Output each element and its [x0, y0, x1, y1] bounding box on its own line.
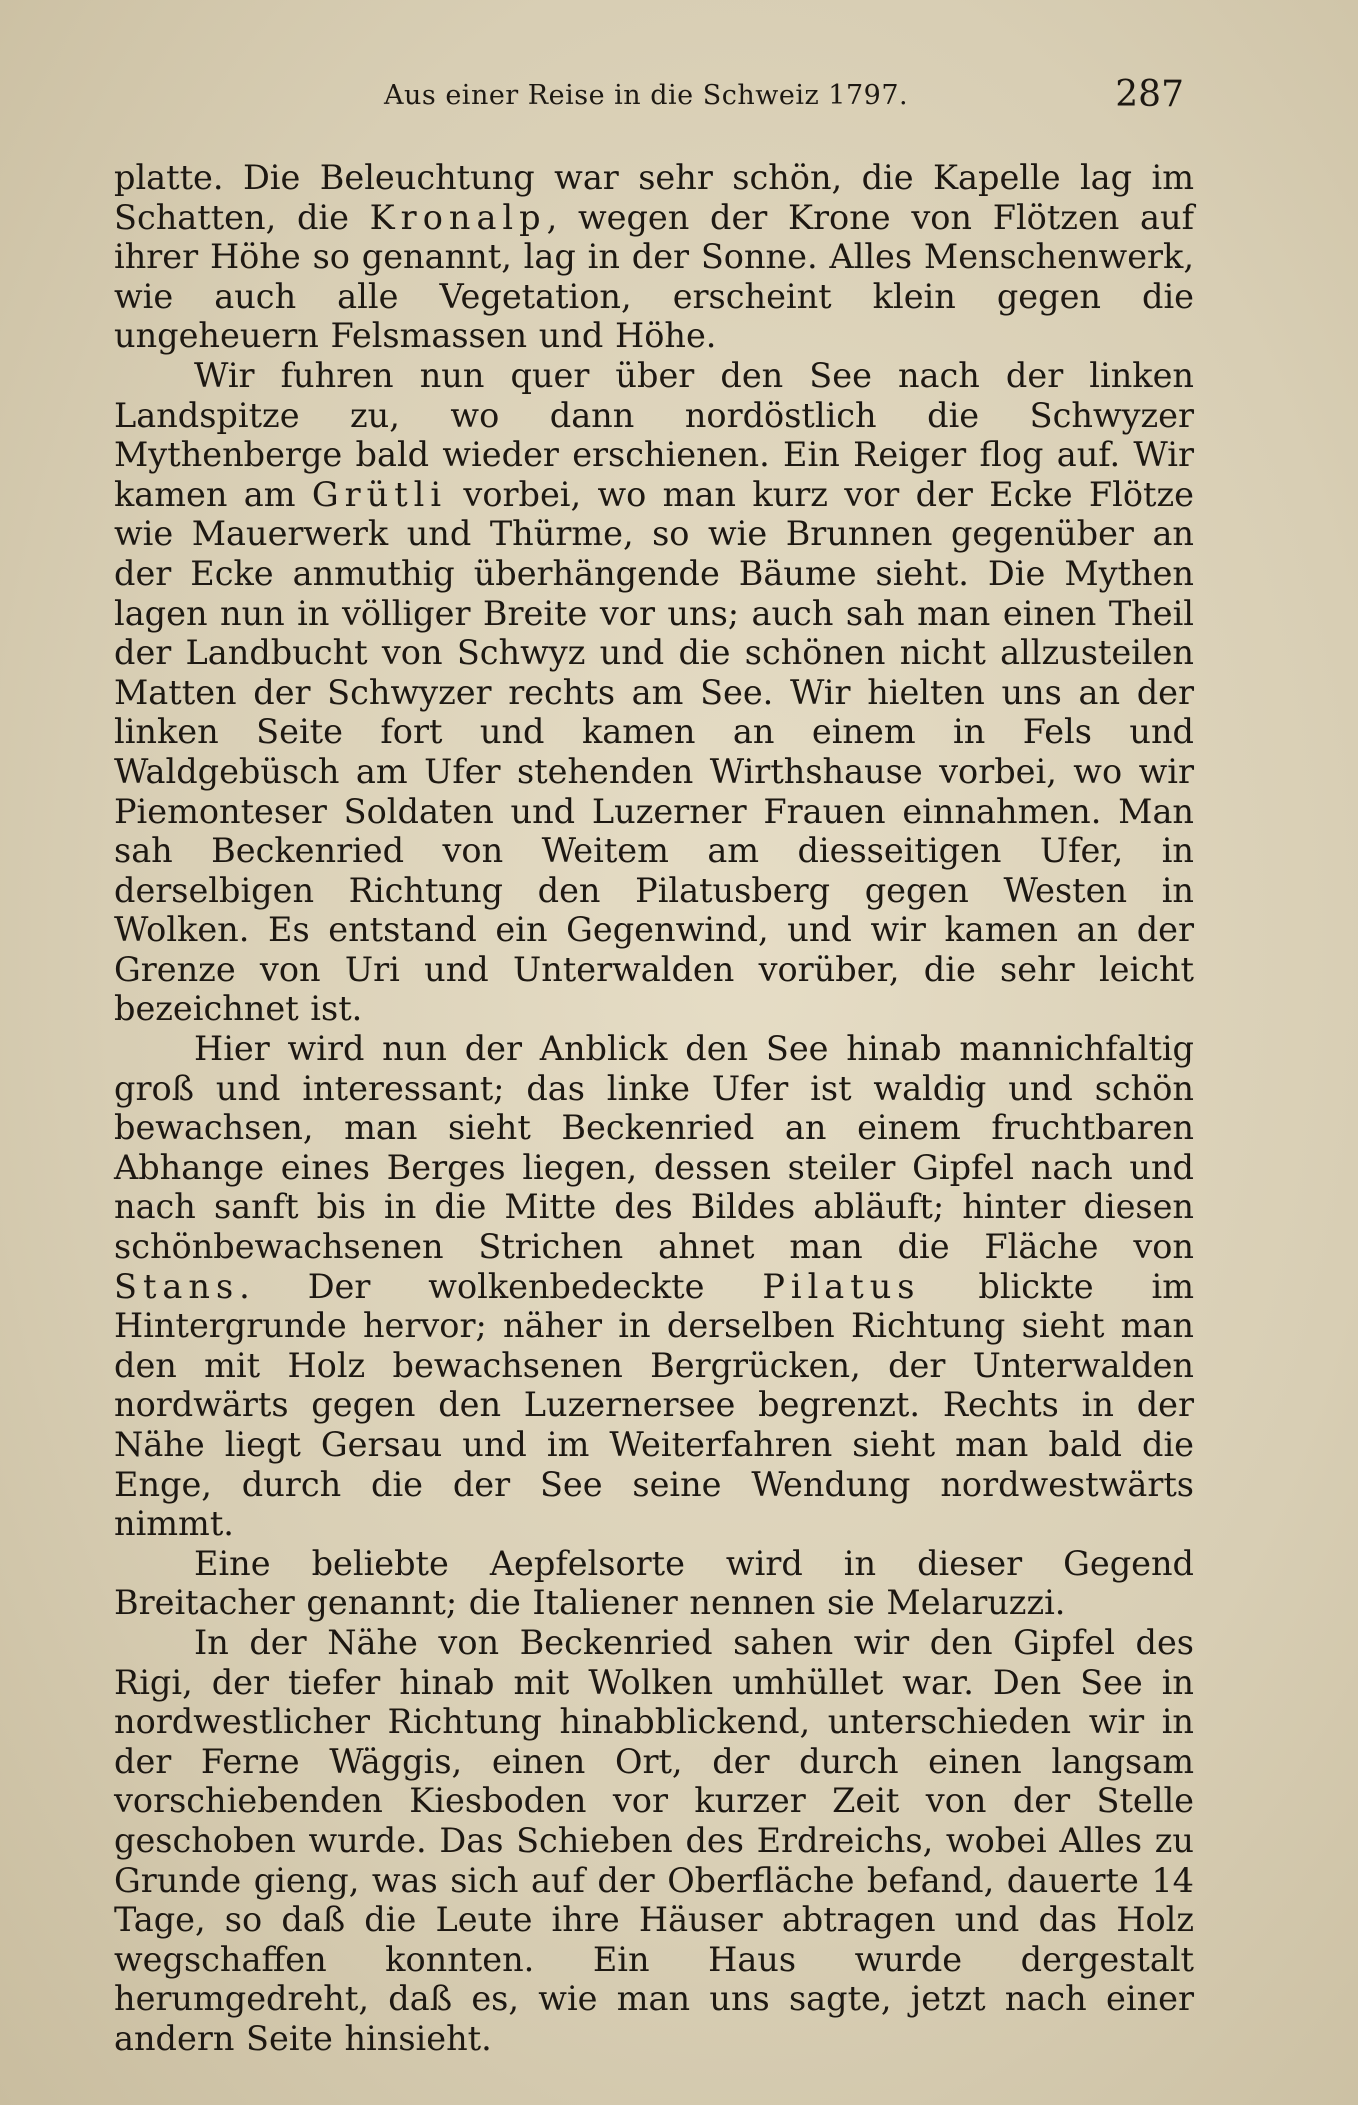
paragraph-4: [114, 1544, 1194, 1623]
text-run: vorbei, wo man kurz vor der Ecke Flötze wie Mauerwerk und Thürme, so wie Brunnen gegenüber an der Ecke anmuthig überhängende Bäume sieht. Die Mythen lagen nun in völliger Breite vor uns; auch sah man einen Theil der Landbucht von Schwyz und die schönen nicht allzusteilen Matten der Schwyzer rechts am See. Wir hielten uns an der linken Seite fort und kamen an einem in Fels und Waldgebüsch am Ufer stehenden Wirthshause vorbei, wo wir Piemonteser Soldaten und Luzerner Frauen einnahmen. Man sah Beckenried von Weitem am diesseitigen Ufer, in derselbigen Richtung den Pilatusberg gegen Westen in Wolken. Es entstand ein Gegenwind, und wir kamen an der Grenze von Uri und Unterwalden vorüber, die sehr leicht bezeichnet ist.: [114, 474, 1194, 1029]
spaced-term-pilatus: Pilatus: [762, 1266, 921, 1306]
text-run: Wir fuhren nun quer über den See nach der linken Landspitze zu, wo dann nordöstlich die Schwyzer Mythenberge bald wieder erschienen. Ein Reiger flog auf. Wir kamen am: [114, 355, 1194, 514]
running-title: Aus einer Reise in die Schweiz 1797.: [384, 80, 909, 111]
text-run: , wegen der Krone von Flötzen auf ihrer Höhe so genannt, lag in der Sonne. Alles Menschenwerk, wie auch alle Vegetation, erscheint klein gegen die ungeheuern Felsmassen und Höhe.: [114, 197, 1194, 356]
page-number: 287: [1115, 74, 1184, 115]
text-run: platte. Die Beleuchtung war sehr schön, die Kapelle lag im Schatten, die: [114, 158, 1194, 237]
text-run: In der Nähe von Beckenried sahen wir den Gipfel des Rigi, der tiefer hinab mit Wolken umhüllet war. Den See in nordwestlicher Richtung hinabblickend, unterschieden wir in der Ferne Wäggis, einen Ort, der durch einen langsam vorschiebenden Kiesboden vor kurzer Zeit von der Stelle geschoben wurde. Das Schieben des Erdreichs, wobei Alles zu Grunde gieng, was sich auf der Oberfläche befand, dauerte 14 Tage, so daß die Leute ihre Häuser abtragen und das Holz wegschaffen konnten. Ein Haus wurde dergestalt herumgedreht, daß es, wie man uns sagte, jetzt nach einer andern Seite hinsieht.: [114, 1622, 1194, 2058]
spaced-term-gruetli: Grütli: [311, 474, 448, 514]
body-text: [114, 158, 1194, 2059]
text-run: Hier wird nun der Anblick den See hinab mannichfaltig groß und interessant; das linke Ufer ist waldig und schön bewachsen, man sieht Beckenried an einem fruchtbaren Abhange eines Berges liegen, dessen steiler Gipfel nach und nach sanft bis in die Mitte des Bildes abläuft; hinter diesen schönbewachsenen Strichen ahnet man die Fläche von: [114, 1029, 1194, 1267]
running-head: [0, 74, 1358, 124]
text-run: blickte im Hintergrunde hervor; näher in derselben Richtung sieht man den mit Holz bewachsenen Bergrücken, der Unterwalden nordwärts gegen den Luzernersee begrenzt. Rechts in der Nähe liegt Gersau und im Weiterfahren sieht man bald die Enge, durch die der See seine Wendung nordwestwärts nimmt.: [114, 1266, 1194, 1544]
paragraph-3: [114, 1029, 1194, 1544]
paragraph-2: [114, 356, 1194, 1029]
spaced-term-stans: Stans: [114, 1266, 240, 1306]
text-run: . Der wolkenbedeckte: [239, 1266, 763, 1306]
paragraph-5: [114, 1623, 1194, 2059]
spaced-term-kronalp: Kronalp: [369, 197, 547, 237]
text-run: Eine beliebte Aepfelsorte wird in dieser Gegend Breitacher genannt; die Italiener nennen sie Melaruzzi.: [114, 1543, 1194, 1623]
paragraph-1: [114, 158, 1194, 356]
